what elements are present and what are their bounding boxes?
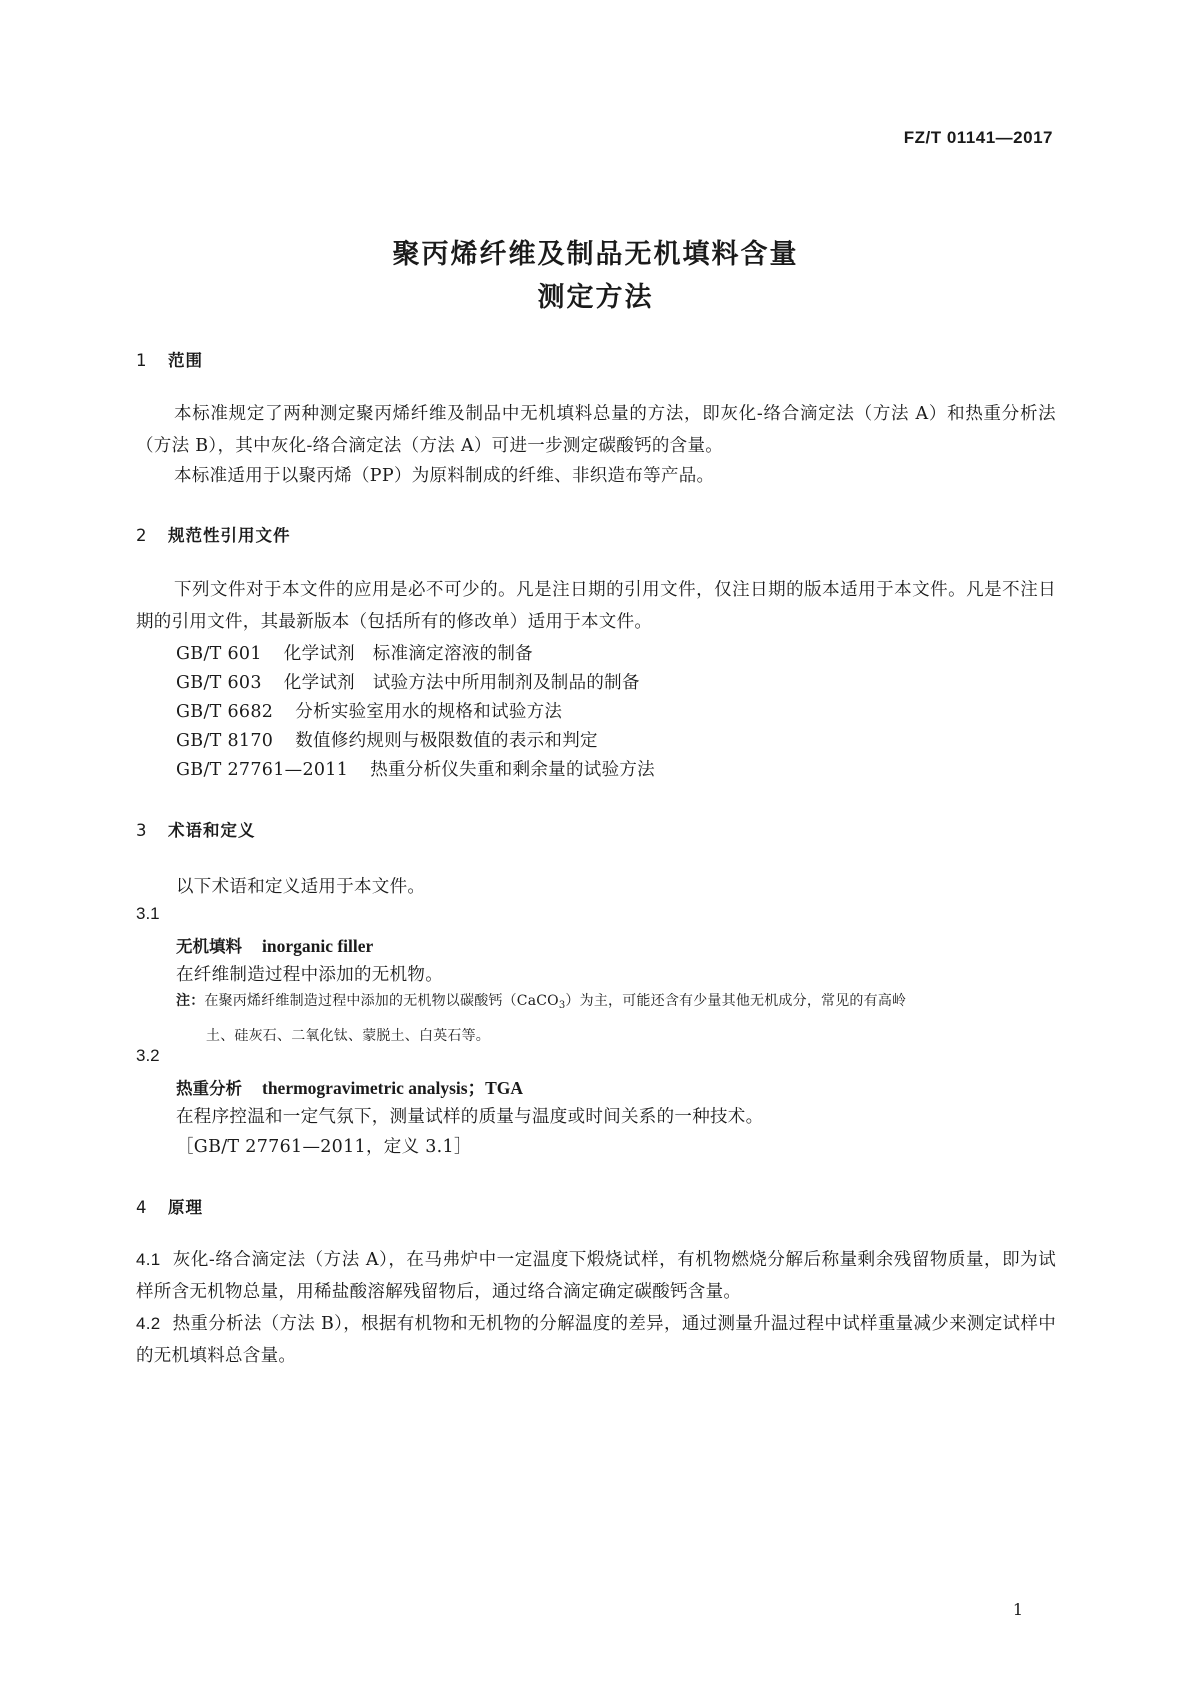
references-intro: 下列文件对于本文件的应用是必不可少的。凡是注日期的引用文件，仅注日期的版本适用于本文件。凡是不注日期的引用文件，其最新版本（包括所有的修改单）适用于本文件。 <box>136 580 1056 632</box>
reference-item <box>176 727 598 752</box>
reference-item <box>176 640 533 665</box>
reference-code: GB/T 601 <box>176 644 262 664</box>
reference-title: 化学试剂 试验方法中所用制剂及制品的制备 <box>283 673 640 693</box>
section-number: 2 <box>136 526 148 545</box>
section-heading-scope <box>136 347 203 371</box>
term-name-en: thermogravimetric analysis；TGA <box>262 1078 523 1098</box>
scope-paragraph-2: 本标准适用于以聚丙烯（PP）为原料制成的纤维、非织造布等产品。 <box>174 466 715 486</box>
term-definition: 在纤维制造过程中添加的无机物。 <box>176 965 443 985</box>
scope-paragraph-1: 本标准规定了两种测定聚丙烯纤维及制品中无机填料总量的方法，即灰化-络合滴定法（方法 A）和热重分析法（方法 B），其中灰化-络合滴定法（方法 A）可进一步测定碳酸钙的含量。 <box>136 404 1056 456</box>
section-number: 4 <box>136 1198 148 1217</box>
reference-item <box>176 756 655 781</box>
term-name-zh: 热重分析 <box>176 1079 242 1098</box>
section-heading-terms <box>136 817 256 841</box>
principle-clause-4-2 <box>136 1308 1056 1372</box>
principle-clause-4-1 <box>136 1244 1056 1308</box>
page-number: 1 <box>1012 1600 1023 1619</box>
clause-text: 热重分析法（方法 B），根据有机物和无机物的分解温度的差异，通过测量升温过程中试样重量减少来测定试样中的无机填料总含量。 <box>136 1314 1056 1366</box>
reference-code: GB/T 27761—2011 <box>176 760 349 780</box>
reference-item <box>176 698 562 723</box>
clause-number: 4.2 <box>136 1314 161 1333</box>
note-text-continued: 土、硅灰石、二氧化钛、蒙脱土、白英石等。 <box>206 1028 490 1044</box>
term-name-zh: 无机填料 <box>176 937 242 956</box>
term-source: ［GB/T 27761—2011，定义 3.1］ <box>176 1137 472 1157</box>
reference-title: 化学试剂 标准滴定溶液的制备 <box>283 644 533 664</box>
note-text: ）为主，可能还含有少量其他无机成分，常见的有高岭 <box>565 993 907 1009</box>
reference-code: GB/T 6682 <box>176 702 274 722</box>
section-title: 原理 <box>168 1198 203 1217</box>
section-heading-principle <box>136 1194 203 1218</box>
clause-text: 灰化-络合滴定法（方法 A），在马弗炉中一定温度下煅烧试样，有机物燃烧分解后称量剩余残留物质量，即为试样所含无机物总量，用稀盐酸溶解残留物后，通过络合滴定确定碳酸钙含量。 <box>136 1250 1056 1302</box>
term-name <box>176 933 373 957</box>
section-title: 范围 <box>168 351 203 370</box>
term-number: 3.1 <box>136 904 160 923</box>
reference-item <box>176 669 640 694</box>
standard-number: FZ/T 01141—2017 <box>903 128 1053 147</box>
note-label: 注： <box>176 993 205 1009</box>
section-title: 规范性引用文件 <box>168 526 291 545</box>
term-number: 3.2 <box>136 1046 160 1065</box>
reference-title: 分析实验室用水的规格和试验方法 <box>295 702 563 722</box>
terms-intro: 以下术语和定义适用于本文件。 <box>176 877 426 897</box>
note-text: 在聚丙烯纤维制造过程中添加的无机物以碳酸钙（CaCO <box>204 993 559 1009</box>
term-definition: 在程序控温和一定气氛下，测量试样的质量与温度或时间关系的一种技术。 <box>176 1107 764 1127</box>
document-title-line2: 测定方法 <box>537 282 654 313</box>
reference-code: GB/T 603 <box>176 673 262 693</box>
section-number: 1 <box>136 351 148 370</box>
term-name-en: inorganic filler <box>262 936 374 956</box>
section-number: 3 <box>136 821 148 840</box>
term-name <box>176 1075 523 1100</box>
clause-number: 4.1 <box>136 1250 161 1269</box>
note-subscript: 3 <box>558 1000 566 1011</box>
section-title: 术语和定义 <box>168 821 256 840</box>
section-heading-normative-references <box>136 522 291 546</box>
reference-code: GB/T 8170 <box>176 731 274 751</box>
reference-title: 热重分析仪失重和剩余量的试验方法 <box>370 760 655 780</box>
document-title-line1: 聚丙烯纤维及制品无机填料含量 <box>392 239 799 270</box>
term-note <box>176 986 1056 1051</box>
reference-title: 数值修约规则与极限数值的表示和判定 <box>295 731 598 751</box>
